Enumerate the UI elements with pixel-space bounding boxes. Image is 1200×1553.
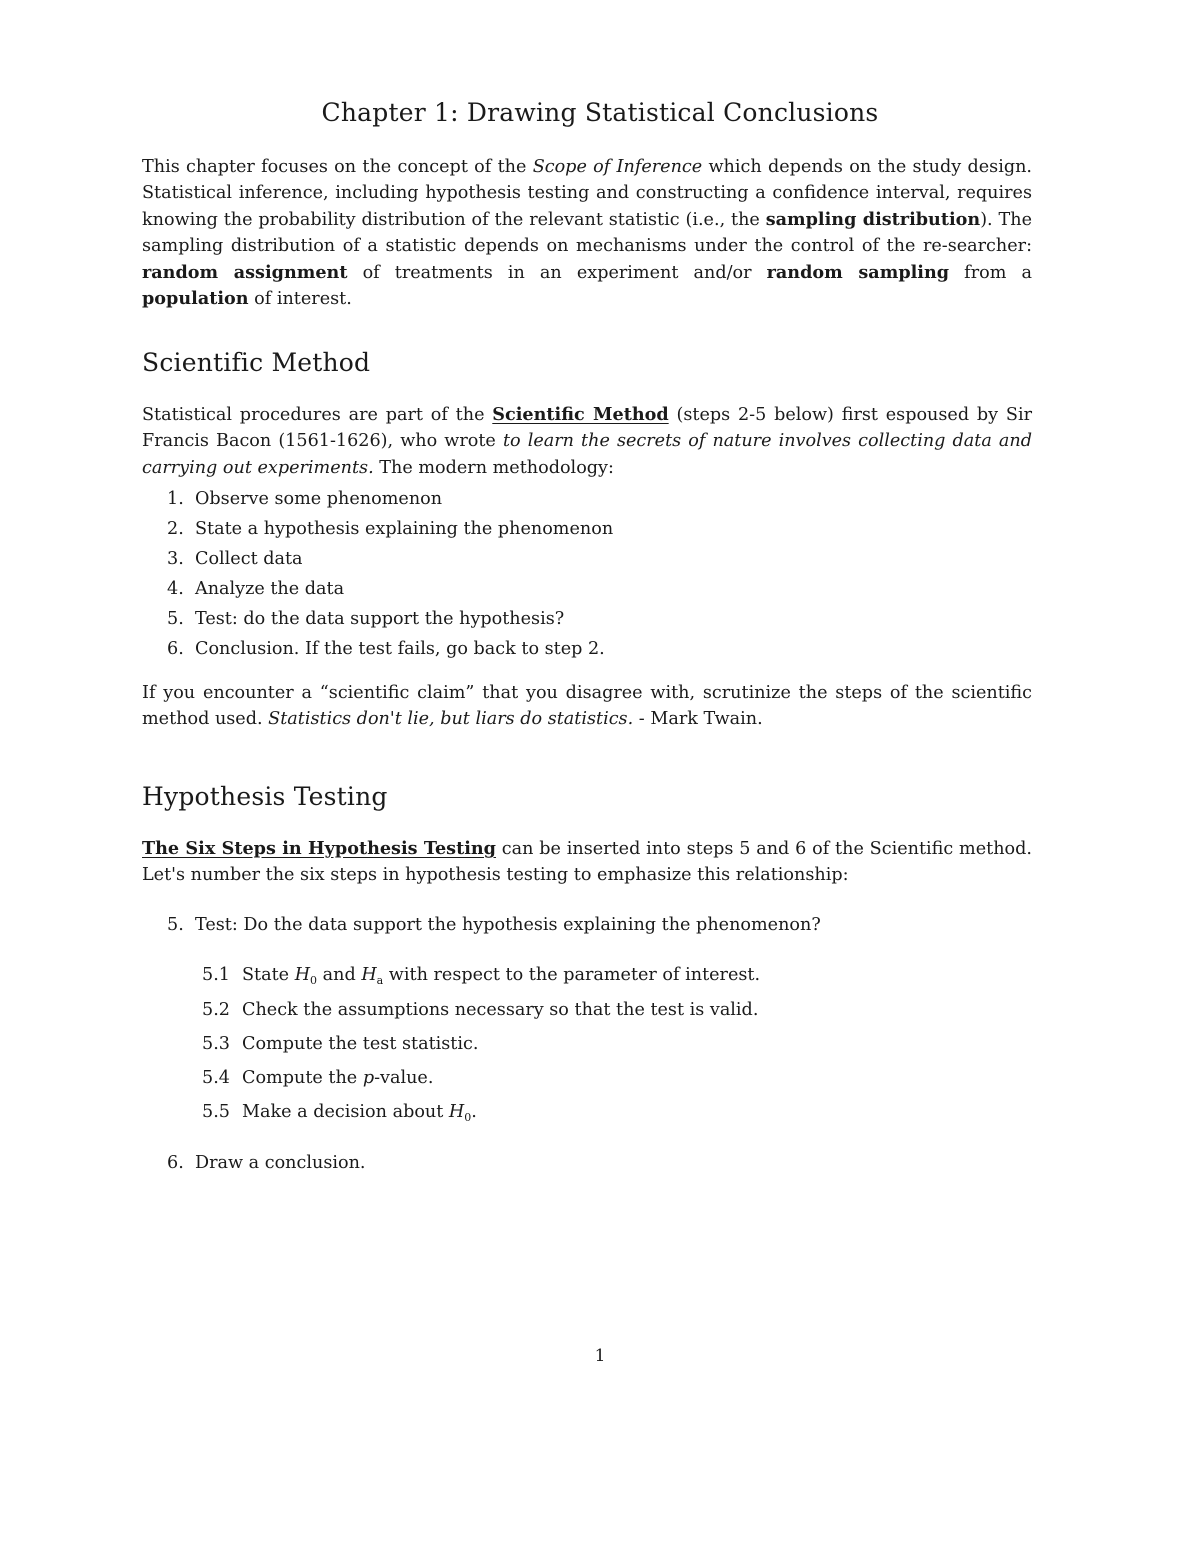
population-term: population xyxy=(142,288,249,310)
sub-list-item xyxy=(202,997,758,1023)
sub-list-number: 5.3 xyxy=(202,1034,230,1054)
hypothesis-testing-paragraph xyxy=(142,836,1032,889)
sub-list-text: -value. xyxy=(374,1068,434,1088)
h-symbol: H xyxy=(448,1102,465,1122)
subscript-zero: 0 xyxy=(464,1111,472,1124)
list-item-number: 6. xyxy=(167,639,184,659)
list-item-number: 6. xyxy=(167,1153,184,1173)
intro-text-2: which depends on the study design. Statistical inference, including hypothesis testing and constructing a confidence interval, requires knowing the probability distribution of the relevant statistic (i.e., the xyxy=(142,157,1033,230)
sm-text-3: The modern methodology: xyxy=(373,457,614,478)
list-item-text: Collect data xyxy=(195,549,303,569)
twain-text-2: - Mark Twain. xyxy=(633,709,763,730)
list-item xyxy=(167,912,821,938)
sub-list-text: and xyxy=(317,965,362,985)
list-item-number: 5. xyxy=(167,609,184,629)
list-item xyxy=(167,516,613,542)
list-item-number: 5. xyxy=(167,915,184,935)
list-item-text: Draw a conclusion. xyxy=(195,1153,366,1173)
sub-list-text: with respect to the parameter of interest. xyxy=(383,965,761,985)
intro-text-3: ). The sampling distribution of a statistic depends on mechanisms under the control of the re-searcher: xyxy=(142,209,1032,257)
twain-text-1: If you encounter a “scientific claim” that you disagree with, scrutinize the steps of the scientific method used. xyxy=(142,683,1032,730)
sm-text-1: Statistical procedures are part of the xyxy=(142,405,493,425)
sub-list-text: Make a decision about xyxy=(242,1102,449,1122)
sub-list-item xyxy=(202,1099,477,1131)
subscript-zero: 0 xyxy=(310,974,318,987)
list-item-text: Observe some phenomenon xyxy=(195,489,443,509)
random-assignment-term: random assignment xyxy=(142,261,348,283)
twain-quote: Statistics don't lie, but liars do statistics. xyxy=(268,709,634,730)
list-item-text: Analyze the data xyxy=(195,579,345,599)
sub-list-item xyxy=(202,962,760,994)
list-item-text: Test: Do the data support the hypothesis explaining the phenomenon? xyxy=(195,915,821,935)
bacon-quote: to learn the secrets of nature involves collecting data and carrying out experiments. xyxy=(142,431,1032,478)
sub-list-text: Check the assumptions necessary so that the test is valid. xyxy=(242,1000,759,1020)
sub-list-number: 5.2 xyxy=(202,1000,230,1020)
list-item-text: Conclusion. If the test fails, go back to step 2. xyxy=(195,639,605,659)
scientific-method-heading: Scientific Method xyxy=(142,348,371,377)
hypothesis-testing-heading: Hypothesis Testing xyxy=(142,782,388,811)
subscript-a: a xyxy=(376,974,384,987)
sub-list-text: . xyxy=(471,1102,477,1122)
ht-text-1: can be inserted into steps 5 and 6 of the Scientific method. Let's number the six steps in hypothesis testing to emphasize this relationship: xyxy=(142,839,1033,886)
scientific-method-paragraph xyxy=(142,402,1032,481)
h-symbol: H xyxy=(361,965,377,985)
list-item-number: 3. xyxy=(167,549,184,569)
scientific-method-term: Scientific Method xyxy=(492,404,669,425)
sub-list-item xyxy=(202,1065,433,1091)
page-number: 1 xyxy=(594,1346,606,1366)
p-symbol: p xyxy=(362,1068,375,1088)
sub-list-text: Compute the xyxy=(242,1068,363,1088)
list-item xyxy=(167,546,303,572)
list-item xyxy=(167,606,564,632)
list-item-number: 1. xyxy=(167,489,184,509)
scope-of-inference-term: Scope of Inference xyxy=(532,157,703,177)
list-item xyxy=(167,636,605,662)
list-item xyxy=(167,486,442,512)
sub-list-number: 5.4 xyxy=(202,1068,230,1088)
sampling-distribution-term: sampling distribution xyxy=(765,208,981,230)
intro-text-4: of treatments in an experiment and/or xyxy=(347,262,767,283)
list-item-number: 2. xyxy=(167,519,184,539)
twain-paragraph xyxy=(142,680,1032,733)
chapter-title: Chapter 1: Drawing Statistical Conclusions xyxy=(321,98,879,127)
list-item-number: 4. xyxy=(167,579,184,599)
sub-list-item xyxy=(202,1031,478,1057)
list-item-text: Test: do the data support the hypothesis? xyxy=(195,609,565,629)
intro-text-5: from a xyxy=(949,262,1032,283)
h-symbol: H xyxy=(294,965,311,985)
sm-text-2: (steps 2-5 below) first espoused by Sir Francis Bacon (1561-1626), who wrote xyxy=(142,405,1033,452)
six-steps-term: The Six Steps in Hypothesis Testing xyxy=(142,838,496,859)
intro-text-6: of interest. xyxy=(248,289,352,310)
intro-text-1: This chapter focuses on the concept of the xyxy=(142,157,533,177)
sub-list-text: State xyxy=(242,965,295,985)
sub-list-number: 5.5 xyxy=(202,1102,230,1122)
sub-list-number: 5.1 xyxy=(202,965,230,985)
random-sampling-term: random sampling xyxy=(766,261,950,283)
intro-paragraph xyxy=(142,154,1032,312)
list-item xyxy=(167,576,344,602)
list-item-text: State a hypothesis explaining the phenomenon xyxy=(195,519,614,539)
sub-list-text: Compute the test statistic. xyxy=(242,1034,479,1054)
list-item xyxy=(167,1150,366,1176)
